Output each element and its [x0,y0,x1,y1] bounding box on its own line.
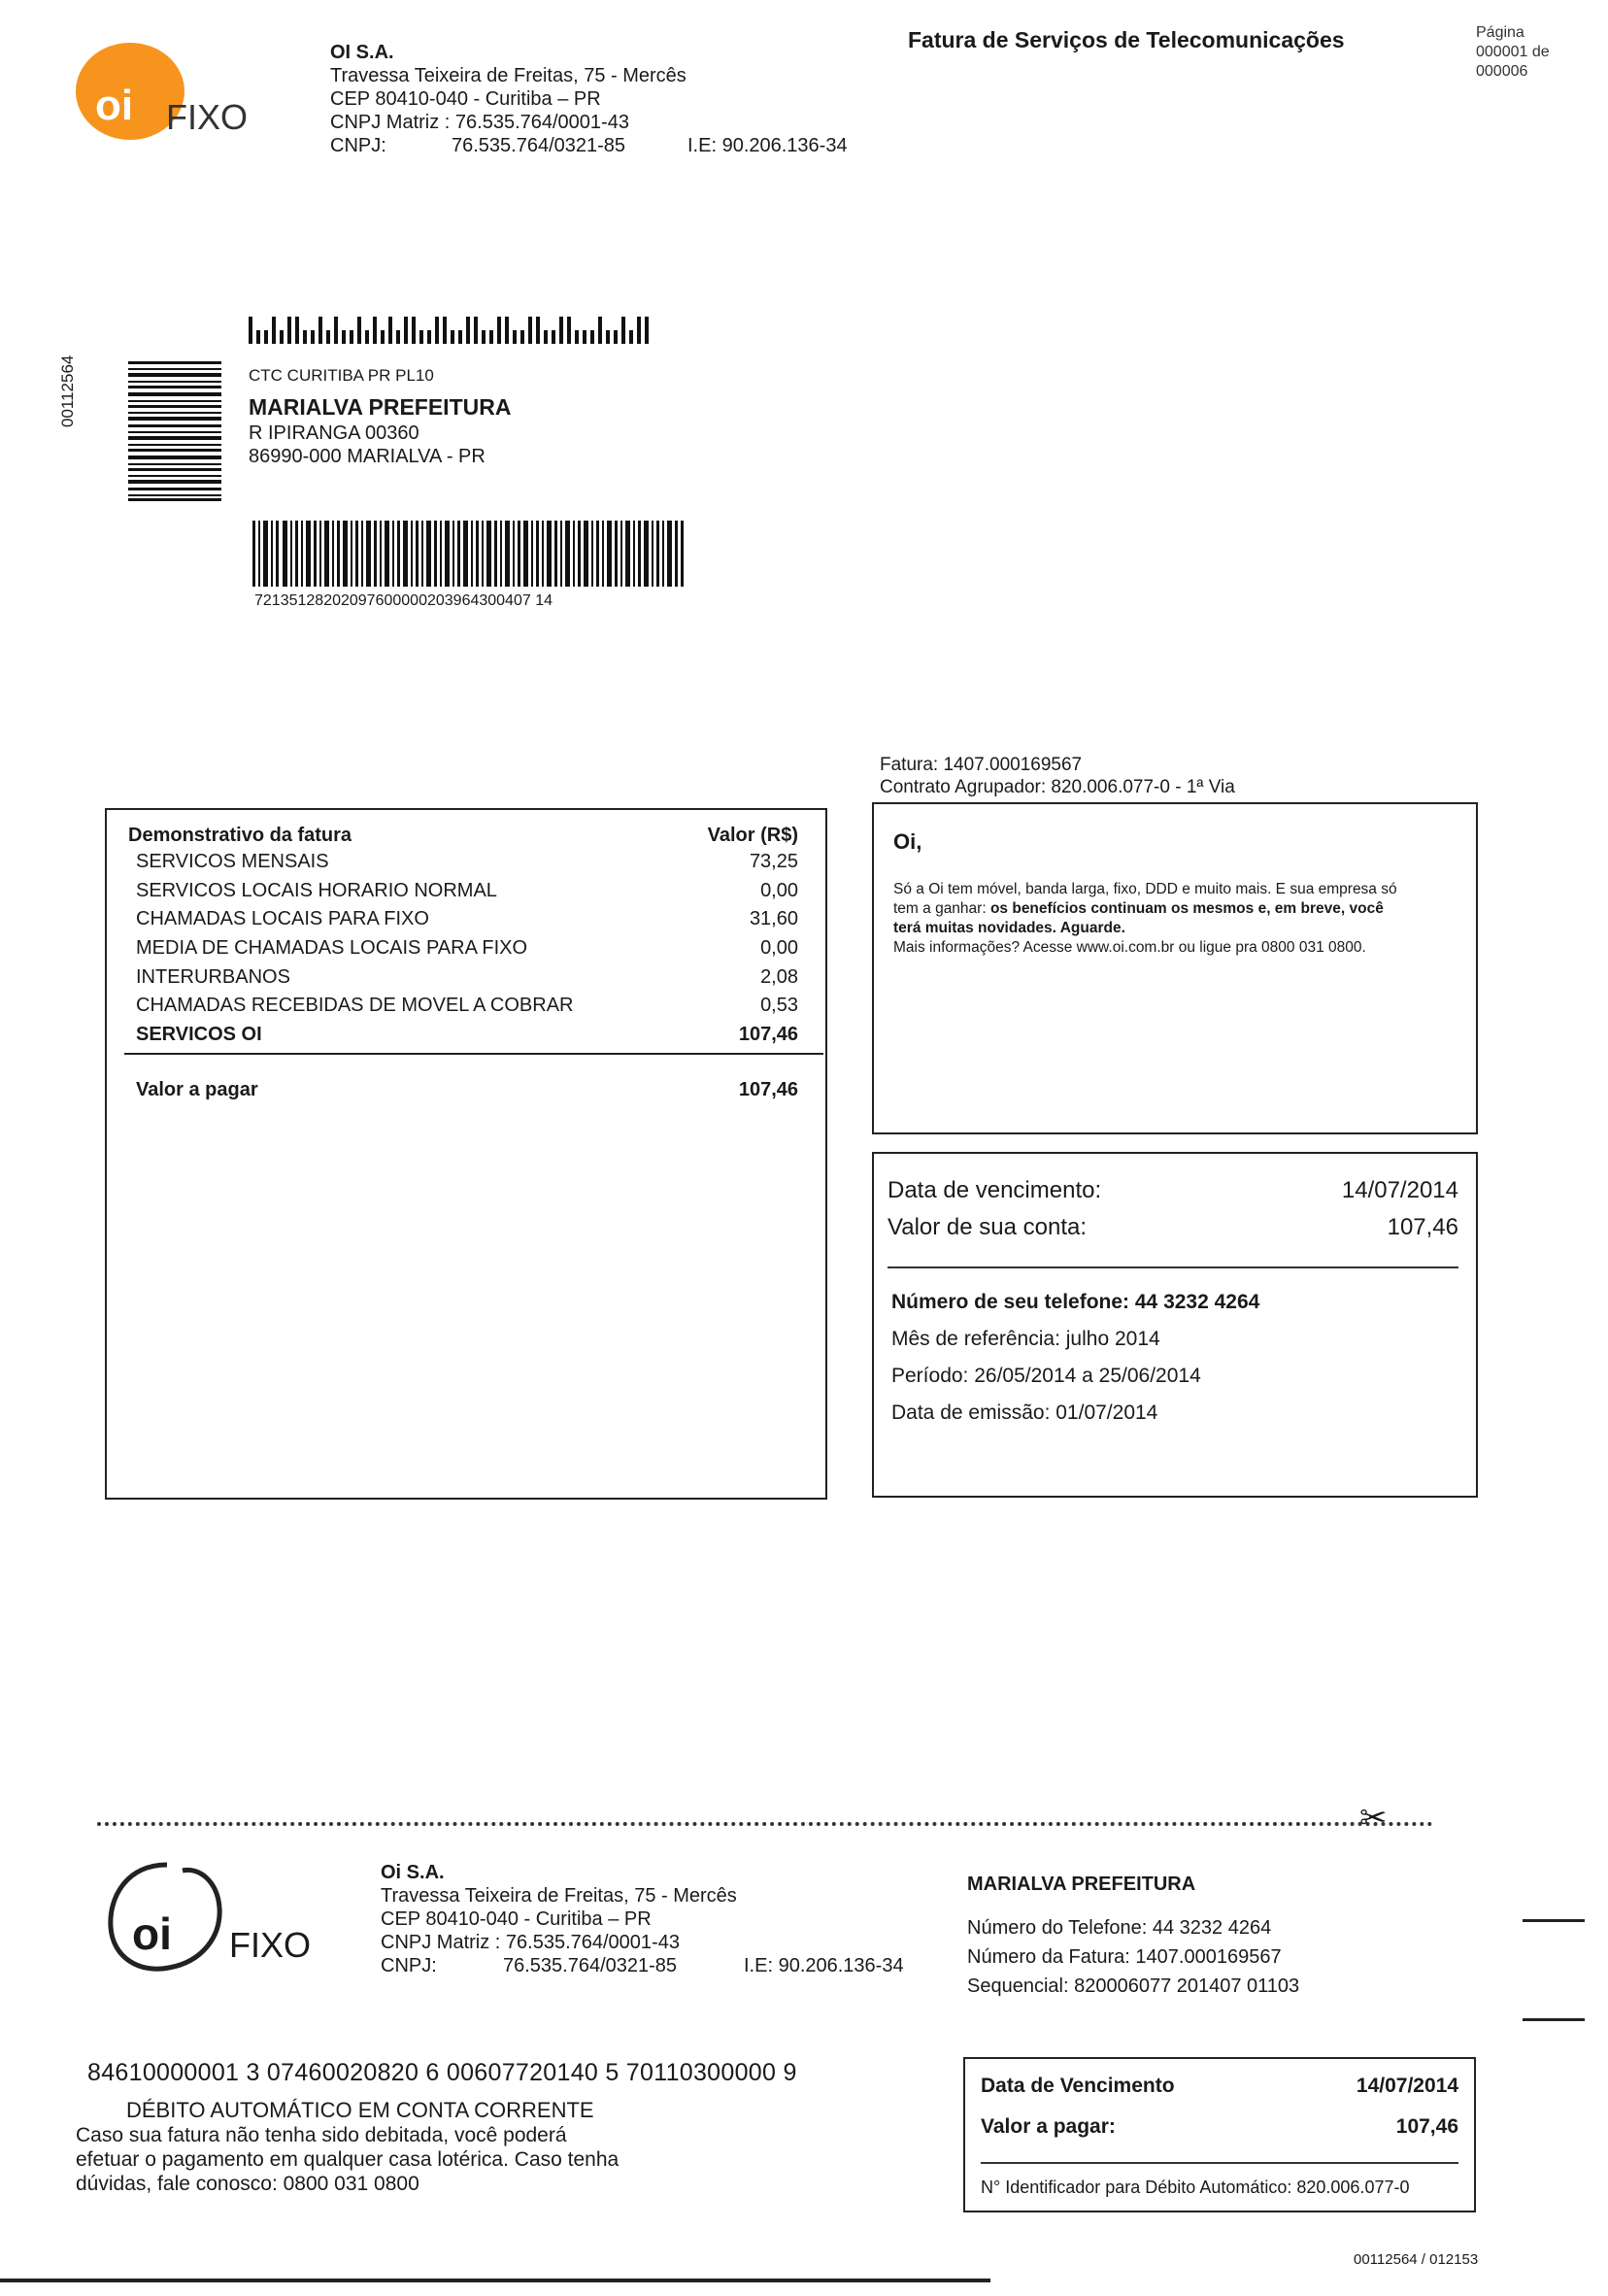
message-line1: Só a Oi tem móvel, banda larga, fixo, DDD e muito mais. E sua empresa só [893,881,1397,897]
stub-amount-label: Valor a pagar: [981,2115,1116,2138]
value-header: Valor (R$) [707,825,798,846]
cut-line [97,1822,1433,1826]
item-value: 73,25 [749,850,798,872]
issue-date: Data de emissão: 01/07/2014 [891,1401,1158,1424]
item-label: CHAMADAS LOCAIS PARA FIXO [136,908,429,930]
item-label: CHAMADAS RECEBIDAS DE MOVEL A COBRAR [136,995,574,1017]
stub-due-label: Data de Vencimento [981,2075,1175,2097]
due-date-value: 14/07/2014 [1341,1177,1458,1203]
item-label: MEDIA DE CHAMADAS LOCAIS PARA FIXO [136,936,528,959]
company-cnpj-matriz: CNPJ Matriz : 76.535.764/0001-43 [330,112,629,133]
due-date-label: Data de vencimento: [888,1177,1102,1203]
amount-row [888,1214,1458,1241]
page-number: 000001 de [1476,44,1550,60]
debit-block [76,2098,697,2196]
stub-company-cnpj-matriz: CNPJ Matriz : 76.535.764/0001-43 [381,1932,680,1953]
company-block [330,41,854,157]
stub-company-name: Oi S.A. [381,1862,445,1883]
statement-divider [124,1053,823,1055]
company-cep: CEP 80410-040 - Curitiba – PR [330,88,601,110]
item-value: 107,46 [738,1023,798,1045]
period: Período: 26/05/2014 a 25/06/2014 [891,1365,1201,1387]
company-ie: I.E: 90.206.136-34 [687,135,848,156]
digitable-line: 84610000001 3 07460020820 6 00607720140 5 70110300000 9 [87,2059,797,2086]
margin-mark-1 [1523,1919,1585,1922]
statement-row-subtotal [136,1020,798,1049]
item-label: SERVICOS MENSAIS [136,850,329,872]
stub-customer-block [967,1873,1299,2001]
statement-total-row [128,1078,798,1101]
stub-debit-id: N° Identificador para Débito Automático: 820.006.077-0 [981,2178,1410,2197]
message-line2-bold: os benefícios continuam os mesmos e, em breve, você [989,900,1384,917]
statement-row [136,933,798,962]
margin-mark-2 [1523,2018,1585,2021]
stub-company-address: Travessa Teixeira de Freitas, 75 - Mercês [381,1885,737,1907]
statement-box [105,808,827,1500]
company-address: Travessa Teixeira de Freitas, 75 - Mercês [330,65,687,86]
statement-row [136,904,798,933]
amount-label: Valor de sua conta: [888,1214,1088,1240]
stub-payment-box [963,2057,1476,2212]
statement-row [136,876,798,905]
side-barcode [128,361,221,501]
logo-brand: oi [95,82,134,129]
recipient-street: R IPIRANGA 00360 [249,422,419,444]
debit-title: DÉBITO AUTOMÁTICO EM CONTA CORRENTE [126,2098,594,2122]
message-line3: terá muitas novidades. Aguarde. [893,920,1125,936]
recipient-name: MARIALVA PREFEITURA [249,394,512,420]
stub-company-block [381,1861,905,1977]
page-indicator [1476,23,1550,82]
stub-company-cnpj: 76.535.764/0321-85 [503,1955,678,1976]
stub-logo-product: FIXO [229,1925,312,1965]
statement-title: Demonstrativo da fatura [128,825,352,846]
stub-invoice: Número da Fatura: 1407.000169567 [967,1946,1282,1968]
main-barcode [252,521,684,587]
document-title: Fatura de Serviços de Telecomunicações [908,27,1345,52]
invoice-ref [880,754,1235,798]
item-label: SERVICOS LOCAIS HORARIO NORMAL [136,879,497,901]
total-value: 107,46 [738,1078,798,1100]
debit-text-1: Caso sua fatura não tenha sido debitada, você poderá [76,2124,567,2146]
recipient-block [249,365,511,468]
message-box [872,802,1478,1134]
item-label: SERVICOS OI [136,1023,262,1045]
message-greeting: Oi, [893,829,922,854]
barcode-number: 72135128202097600000203964300407 14 [254,592,553,609]
stub-company-ie: I.E: 90.206.136-34 [744,1955,904,1976]
debit-text-3: dúvidas, fale conosco: 0800 031 0800 [76,2173,419,2195]
total-label: Valor a pagar [136,1078,258,1100]
amount-value: 107,46 [1387,1214,1458,1240]
statement-row [136,991,798,1020]
item-value: 0,00 [760,879,798,901]
item-value: 0,00 [760,936,798,959]
stub-company-cep: CEP 80410-040 - Curitiba – PR [381,1908,652,1930]
stub-customer-name: MARIALVA PREFEITURA [967,1874,1196,1895]
stub-sequence: Sequencial: 820006077 201407 01103 [967,1975,1300,1997]
statement-row [136,847,798,876]
stub-company-cnpj-label: CNPJ: [381,1955,437,1976]
debit-text-2: efetuar o pagamento em qualquer casa lotérica. Caso tenha [76,2148,620,2171]
item-value: 2,08 [760,965,798,988]
footer-code: 00112564 / 012153 [1354,2251,1479,2268]
summary-box [872,1152,1478,1498]
message-line2 [893,899,1460,919]
company-cnpj-label: CNPJ: [330,135,386,156]
page-bottom-rule [0,2279,990,2282]
route-code: CTC CURITIBA PR PL10 [249,366,434,385]
stub-due-row [981,2075,1458,2098]
logo-product: FIXO [166,97,249,137]
stub-divider [981,2162,1458,2164]
due-date-row [888,1177,1458,1204]
item-value: 31,60 [749,908,798,930]
stub-amount-row [981,2115,1458,2139]
page-total: 000006 [1476,63,1528,80]
page-label: Página [1476,24,1524,41]
stub-logo [105,1859,328,1985]
stub-amount-value: 107,46 [1395,2115,1458,2138]
statement-row [136,962,798,992]
company-name: OI S.A. [330,42,394,63]
invoice-number: Fatura: 1407.000169567 [880,755,1083,775]
phone-number: Número de seu telefone: 44 3232 4264 [891,1291,1260,1313]
recipient-city: 86990-000 MARIALVA - PR [249,446,486,467]
message-line2-plain: tem a ganhar: [893,900,990,917]
item-value: 0,53 [760,995,798,1017]
reference-month: Mês de referência: julho 2014 [891,1328,1160,1350]
stub-logo-brand: oi [132,1908,172,1959]
company-cnpj: 76.535.764/0321-85 [452,135,626,156]
side-code: 00112564 [58,355,77,427]
statement-items [128,847,798,1049]
message-body [893,880,1460,958]
header-logo [76,43,270,150]
postal-barcode [249,317,676,344]
stub-phone: Número do Telefone: 44 3232 4264 [967,1917,1272,1939]
stub-due-value: 14/07/2014 [1356,2075,1458,2097]
summary-divider [888,1266,1458,1268]
message-line4: Mais informações? Acesse www.oi.com.br ou ligue pra 0800 031 0800. [893,939,1366,956]
contract-number: Contrato Agrupador: 820.006.077-0 - 1ª Via [880,777,1235,797]
scissors-icon: ✂ [1359,1800,1388,1837]
item-label: INTERURBANOS [136,965,290,988]
